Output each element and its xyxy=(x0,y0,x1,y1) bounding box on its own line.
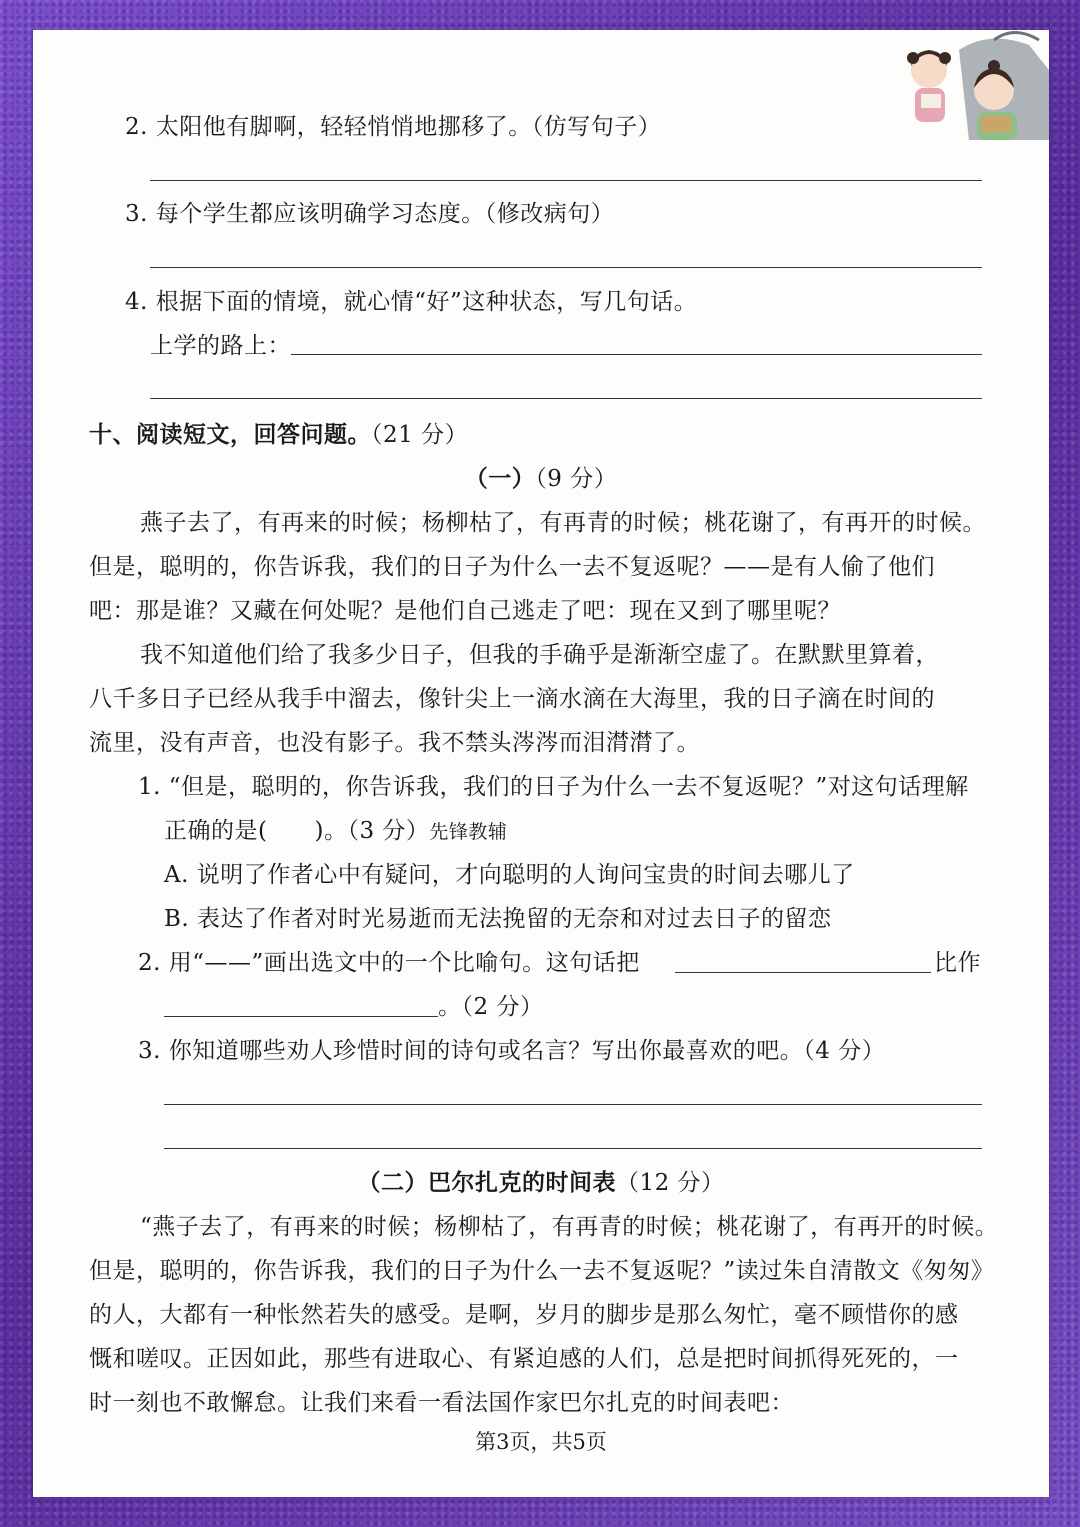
answer-line-sq3-b[interactable] xyxy=(164,1148,982,1149)
sub-question-1: 1. “但是，聪明的，你告诉我，我们的日子为什么一去不复返呢？”对这句话理解 xyxy=(138,774,969,800)
sub-question-2-score: 。（2 分） xyxy=(438,994,544,1020)
part-1-score: （9 分） xyxy=(535,466,618,492)
page-footer: 第3页，共5页 xyxy=(475,1430,607,1454)
sub-question-2-compare: 比作 xyxy=(934,950,981,976)
option-a[interactable]: A. 说明了作者心中有疑问，才向聪明的人询问宝贵的时间去哪儿了 xyxy=(164,862,855,888)
part-2-score: （12 分） xyxy=(615,1170,725,1196)
answer-line-sq3-a[interactable] xyxy=(164,1104,982,1105)
part-1-title: （一） xyxy=(464,466,536,492)
passage-1-line: 燕子去了，有再来的时候；杨柳枯了，有再青的时候；桃花谢了，有再开的时候。 xyxy=(140,510,986,536)
passage-3-line: 的人，大都有一种怅然若失的感受。是啊，岁月的脚步是那么匆忙，毫不顾惜你的感 xyxy=(89,1302,959,1328)
sub-question-3: 3. 你知道哪些劝人珍惜时间的诗句或名言？写出你最喜欢的吧。（4 分） xyxy=(138,1038,886,1064)
section-10-heading xyxy=(89,416,468,449)
sub-question-2: 2. 用“——”画出选文中的一个比喻句。这句话把 xyxy=(138,950,640,976)
passage-2-line: 八千多日子已经从我手中溜去，像针尖上一滴水滴在大海里，我的日子滴在时间的 xyxy=(89,686,935,712)
passage-3-line: 慨和嗟叹。正因如此，那些有进取心、有紧迫感的人们，总是把时间抓得死死的，一 xyxy=(89,1346,959,1372)
passage-3-line: “燕子去了，有再来的时候；杨柳枯了，有再青的时候；桃花谢了，有再开的时候。 xyxy=(140,1214,999,1240)
passage-2-line: 流里，没有声音，也没有影子。我不禁头涔涔而泪潸潸了。 xyxy=(89,730,700,756)
question-3: 3. 每个学生都应该明确学习态度。（修改病句） xyxy=(125,201,615,227)
part-2-heading xyxy=(33,1164,1049,1197)
answer-line-q2[interactable] xyxy=(150,180,982,181)
answer-line-sq2-a[interactable] xyxy=(675,972,931,973)
answer-line-q3[interactable] xyxy=(150,267,982,268)
answer-line-q4-b[interactable] xyxy=(150,398,982,399)
answer-line-q4-a[interactable] xyxy=(291,354,982,355)
question-4: 4. 根据下面的情境，就心情“好”这种状态，写几句话。 xyxy=(125,289,698,315)
passage-3-line: 时一刻也不敢懈怠。让我们来看一看法国作家巴尔扎克的时间表吧： xyxy=(89,1390,794,1416)
question-4-prompt: 上学的路上： xyxy=(150,333,291,359)
sub-question-1-cont xyxy=(164,812,507,845)
section-10-score: （21 分） xyxy=(371,422,469,448)
answer-line-sq2-b[interactable] xyxy=(164,1016,438,1017)
publisher-watermark: 先锋教辅 xyxy=(429,821,508,843)
passage-1-line: 但是，聪明的，你告诉我，我们的日子为什么一去不复返呢？——是有人偷了他们 xyxy=(89,554,935,580)
children-reading-illustration xyxy=(899,30,1049,140)
question-2: 2. 太阳他有脚啊，轻轻悄悄地挪移了。（仿写句子） xyxy=(125,114,662,140)
part-1-heading xyxy=(33,460,1049,493)
passage-1-line: 吧：那是谁？又藏在何处呢？是他们自己逃走了吧：现在又到了哪里呢？ xyxy=(89,598,841,624)
worksheet-page xyxy=(33,30,1049,1497)
part-2-title: （二）巴尔扎克的时间表 xyxy=(357,1170,616,1196)
passage-3-line: 但是，聪明的，你告诉我，我们的日子为什么一去不复返呢？”读过朱自清散文《匆匆》 xyxy=(89,1258,995,1284)
passage-2-line: 我不知道他们给了我多少日子，但我的手确乎是渐渐空虚了。在默默里算着， xyxy=(140,642,939,668)
section-10-title: 十、阅读短文，回答问题。 xyxy=(89,422,371,448)
sub-question-1-answer-blank[interactable]: 正确的是( )。（3 分） xyxy=(164,818,430,844)
option-b[interactable]: B. 表达了作者对时光易逝而无法挽留的无奈和对过去日子的留恋 xyxy=(164,906,832,932)
